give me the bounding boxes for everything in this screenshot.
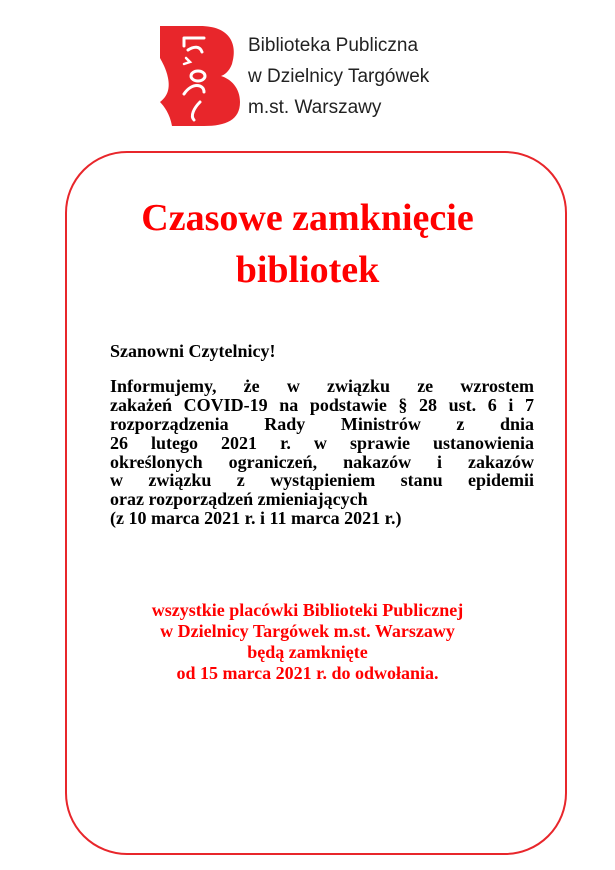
- announcement-body: [110, 377, 534, 528]
- notice-title-line: Czasowe zamknięcie: [141, 197, 474, 239]
- announcement-line: 26 lutego 2021 r. w sprawie ustanowienia: [110, 432, 534, 453]
- announcement-line: Informujemy, że w związku ze wzrostem: [110, 376, 534, 396]
- closure-notice-line: będą zamknięte: [247, 642, 368, 662]
- announcement-line: oraz rozporządzeń zmieniających: [110, 489, 368, 510]
- closure-notice-line: w Dzielnicy Targówek m.st. Warszawy: [160, 621, 455, 641]
- announcement-line: rozporządzenia Rady Ministrów z dnia: [110, 413, 534, 434]
- notice-title-line: bibliotek: [235, 249, 380, 291]
- announcement-line: określonych ograniczeń, nakazów i zakazów: [110, 451, 534, 472]
- organization-name-line: m.st. Warszawy: [248, 97, 382, 118]
- notice-title: [0, 192, 615, 296]
- library-logo-icon: [160, 22, 242, 128]
- announcement-line: (z 10 marca 2021 r. i 11 marca 2021 r.): [110, 508, 402, 529]
- organization-name-line: Biblioteka Publiczna: [248, 35, 419, 56]
- closure-notice-line: wszystkie placówki Biblioteki Publicznej: [151, 600, 464, 620]
- announcement-line: w związku z wystąpieniem stanu epidemii: [110, 470, 534, 491]
- header: [160, 22, 490, 134]
- closure-notice: [0, 600, 615, 684]
- greeting: Szanowni Czytelnicy!: [110, 341, 276, 361]
- closure-notice-line: od 15 marca 2021 r. do odwołania.: [176, 663, 439, 683]
- organization-name: [248, 30, 429, 123]
- announcement-line: zakażeń COVID-19 na podstawie § 28 ust. 6 i 7: [110, 394, 534, 415]
- organization-name-line: w Dzielnicy Targówek: [248, 66, 430, 87]
